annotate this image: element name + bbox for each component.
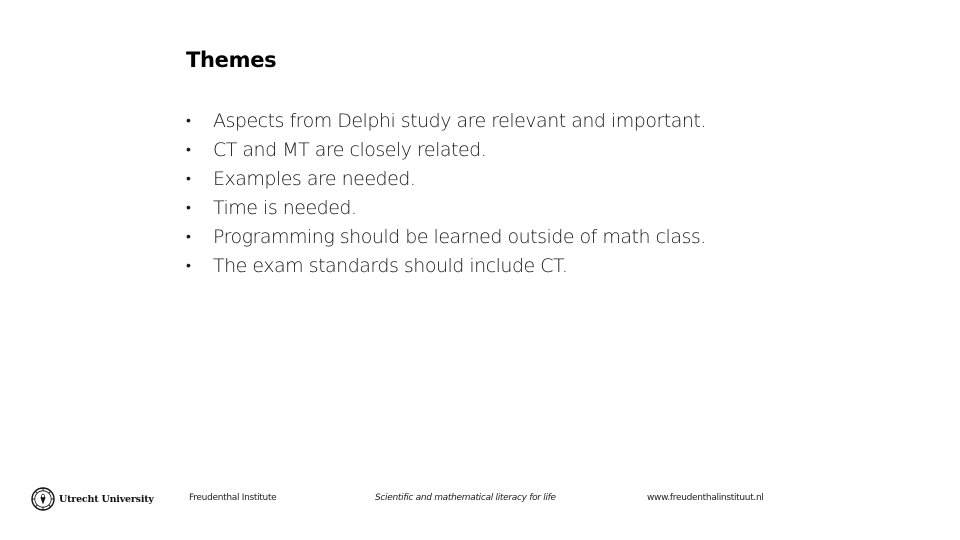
bullet-text: Aspects from Delphi study are relevant and important. [213,110,706,132]
footer-tagline: Scientific and mathematical literacy for life [375,493,556,503]
bullet-symbol: • [186,200,191,216]
bullet-item [186,136,706,165]
utrecht-university-logo [31,487,154,511]
bullet-item [186,252,706,281]
bullet-symbol: • [186,258,191,274]
footer-url[interactable]: www.freudenthalinstituut.nl [647,493,764,503]
bullet-text: Time is needed. [213,197,357,219]
bullet-item [186,194,706,223]
bullet-symbol: • [186,171,191,187]
bullet-text: Examples are needed. [213,168,416,190]
bullet-text: Programming should be learned outside of math class. [213,226,706,248]
logo-text: Utrecht University [59,493,154,505]
bullet-text: CT and MT are closely related. [213,139,487,161]
bullet-item [186,223,706,252]
footer-institute: Freudenthal Institute [189,493,277,503]
bullet-symbol: • [186,229,191,245]
bullet-item [186,165,706,194]
slide-footer [0,482,960,518]
bullet-symbol: • [186,113,191,129]
utrecht-university-seal-icon [31,487,55,511]
slide-title: Themes [186,48,277,72]
bullet-symbol: • [186,142,191,158]
bullet-text: The exam standards should include CT. [213,255,568,277]
bullet-list [186,107,706,281]
bullet-item [186,107,706,136]
